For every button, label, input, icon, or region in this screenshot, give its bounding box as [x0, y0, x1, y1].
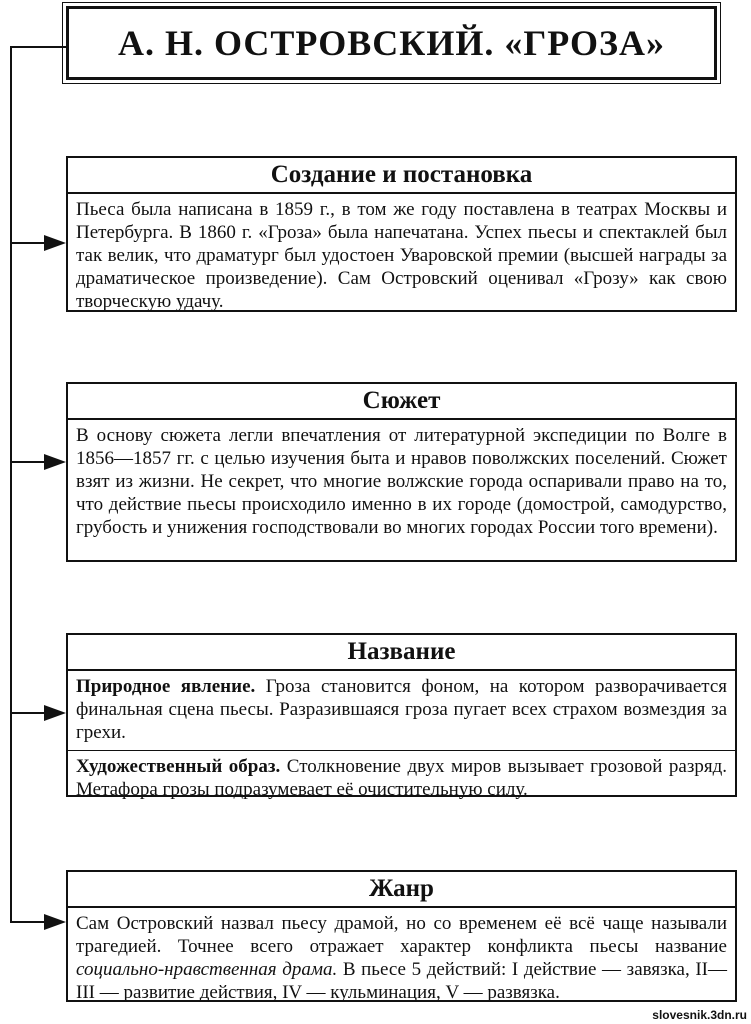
arrow-icon [44, 454, 66, 470]
arrow-icon [44, 235, 66, 251]
page-title: А. Н. ОСТРОВСКИЙ. «ГРОЗА» [66, 6, 717, 80]
section-text: В основу сюжета легли впечатления от литературной экспедиции по Волге в 1856—1857 гг. с целью изучения быта и нравов поволжских поселений. Сюжет взят из жизни. Не секрет, что многие волжские города оспаривали право на то, что действие пьесы происходило именно в их городе (домострой, самодурство, грубость и унижения господствовали во многих городах России того времени). [76, 425, 727, 538]
arrow-icon [44, 705, 66, 721]
section-creation [66, 156, 737, 312]
connector-line [10, 242, 44, 244]
genre-term: социально-нравственная драма. [76, 959, 338, 980]
arrow-icon [44, 914, 66, 930]
subsection-artistic [68, 750, 735, 807]
genre-text-start: Сам Островский назвал пьесу драмой, но со временем её всё чаще называли трагедией. Точнее всего отражает характер конфликта пьесы название [76, 913, 727, 957]
watermark: slovesnik.3dn.ru [652, 1008, 747, 1022]
subsection-text: Столкновение двух миров вызывает грозовой разряд. Метафора грозы подразумевает её очистительную силу. [76, 756, 728, 800]
section-heading: Создание и постановка [68, 158, 735, 194]
connector-top [10, 46, 66, 48]
subsection-natural [68, 671, 735, 750]
connector-line [10, 712, 44, 714]
connector-line [10, 461, 44, 463]
section-heading: Жанр [68, 872, 735, 908]
section-heading: Название [68, 635, 735, 671]
subsection-lead: Природное явление. [76, 676, 256, 697]
section-text: Пьеса была написана в 1859 г., в том же году поставлена в театрах Москвы и Петербурга. В 1860 г. «Гроза» была напечатана. Успех пьесы и спектаклей был так велик, что драматург был удостоен Уваровской премии (высшей награды за драматическое произведение). Сам Островский оценивал «Грозу» как свою творческую удачу. [76, 199, 727, 312]
section-plot [66, 382, 737, 562]
section-text [68, 908, 735, 1004]
genre-text-end: В пьесе 5 действий: I действие — завязка, II—III — развитие действия, IV — кульминация, V — развязка. [76, 959, 727, 1003]
subsection-lead: Художественный образ. [76, 756, 281, 777]
section-genre [66, 870, 737, 1002]
connector-line [10, 921, 44, 923]
connector-spine [10, 46, 12, 922]
section-heading: Сюжет [68, 384, 735, 420]
subsection-text: Гроза становится фоном, на котором разворачивается финальная сцена пьесы. Разразившаяся гроза пугает всех страхом возмездия за грехи. [76, 676, 727, 743]
section-title-meaning [66, 633, 737, 800]
